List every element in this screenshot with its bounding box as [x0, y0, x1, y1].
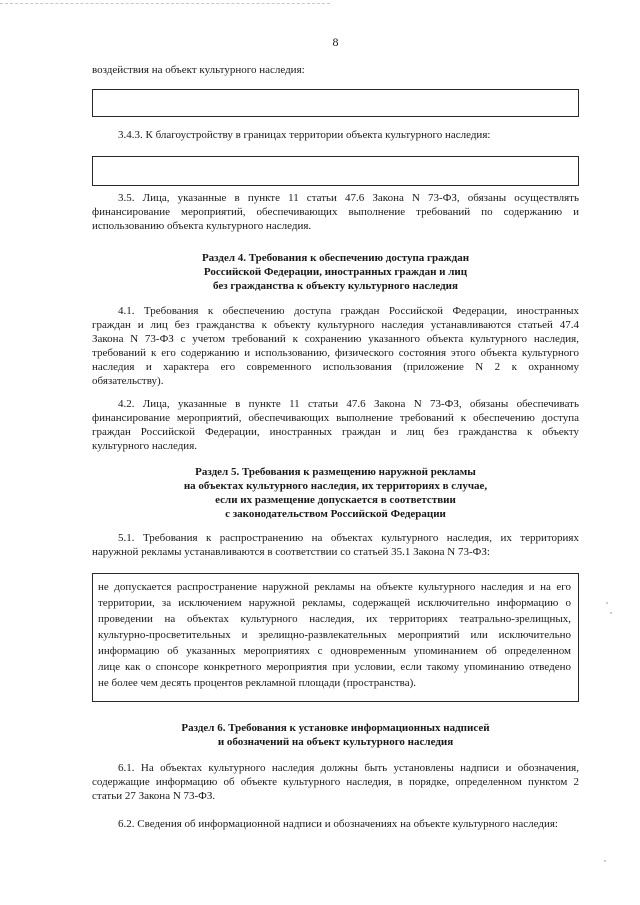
- text-line: 6.2. Сведения об информационной надписи и обозначениях на объекте культурного наследия:: [118, 818, 558, 830]
- text-line: наружной рекламы устанавливаются в соответствии со статьей 35.1 Закона N 73-ФЗ:: [92, 546, 490, 558]
- text-line: воздействия на объект культурного наследия:: [92, 64, 305, 76]
- box-text-line: информацию об указанных мероприятиях с одновременным упоминанием об определенном: [98, 645, 571, 657]
- text-line: 5.1. Требования к распространению на объектах культурного наследия, их территориях: [118, 532, 579, 544]
- page-number: 8: [332, 35, 339, 49]
- scan-speck: [610, 612, 612, 614]
- box-text-line: проведении на объектах культурного наследия, их территориях театрально-зрелищных,: [98, 613, 571, 625]
- section-heading: Раздел 5. Требования к размещению наружной рекламы: [195, 466, 476, 478]
- scan-top-edge: [0, 3, 330, 4]
- box-text-line: лице как о спонсоре конкретного мероприятия при условии, если такому упоминанию отведено: [98, 661, 571, 673]
- section-heading: если их размещение допускается в соответствии: [215, 494, 456, 506]
- section-heading: с законодательством Российской Федерации: [225, 508, 446, 520]
- text-line: 3.5. Лица, указанные в пункте 11 статьи 47.6 Закона N 73-ФЗ, обязаны осуществлять: [118, 192, 579, 204]
- scan-speck: [604, 860, 606, 862]
- text-line: обязательству).: [92, 375, 164, 387]
- empty-field-box: [92, 156, 579, 186]
- section-heading: Раздел 6. Требования к установке информационных надписей: [181, 722, 490, 734]
- scan-speck: [606, 602, 608, 604]
- text-line: 4.1. Требования к обеспечению доступа граждан Российской Федерации, иностранных: [118, 305, 579, 317]
- section-heading: без гражданства к объекту культурного наследия: [213, 280, 458, 292]
- text-line: 3.4.3. К благоустройству в границах территории объекта культурного наследия:: [118, 129, 491, 141]
- text-line: 4.2. Лица, указанные в пункте 11 статьи 47.6 Закона N 73-ФЗ, обязаны обеспечивать: [118, 398, 579, 410]
- box-text-line: не более чем десять процентов рекламной площади (пространства).: [98, 677, 417, 689]
- text-line: наследия и характера его современного использования (приложение N 2 к охранному: [92, 361, 579, 373]
- box-text-line: территории, за исключением наружной рекламы, содержащей исключительно информацию о: [98, 597, 571, 609]
- text-line: граждан и лиц без гражданства к объекту культурного наследия устанавливаются статьей 47.4: [92, 319, 579, 331]
- section-heading: на объектах культурного наследия, их территориях в случае,: [183, 480, 488, 492]
- text-line: статьи 27 Закона N 73-ФЗ.: [92, 790, 216, 802]
- text-line: содержащие информацию об объекте культурного наследия, в порядке, определенном пунктом 2: [92, 776, 579, 788]
- text-line: требований к его содержанию и использованию, физического состояния этого объекта культурного: [92, 347, 579, 359]
- box-text-line: культурно-просветительных и зрелищно-развлекательных мероприятий или исключительно: [98, 629, 571, 641]
- text-line: культурного наследия.: [92, 440, 197, 452]
- text-line: использованию объекта культурного наследия.: [92, 220, 312, 232]
- text-line: финансирование мероприятий, обеспечивающих выполнение требований к обеспечению доступа: [92, 412, 579, 424]
- section-heading: Российской Федерации, иностранных граждан и лиц: [203, 266, 468, 278]
- text-line: финансирование мероприятий, обеспечивающих выполнение требований по содержанию и: [92, 206, 579, 218]
- empty-field-box: [92, 89, 579, 117]
- section-heading: Раздел 4. Требования к обеспечению доступа граждан: [201, 252, 470, 264]
- section-heading: и обозначений на объект культурного наследия: [217, 736, 454, 748]
- text-line: граждан Российской Федерации, иностранных граждан и лиц без гражданства к объекту: [92, 426, 579, 438]
- box-text-line: не допускается распространение наружной рекламы на объекте культурного наследия и на его: [98, 581, 571, 593]
- text-line: Закона N 73-ФЗ с учетом требований к сохранению указанного объекта культурного наследия,: [92, 333, 579, 345]
- quoted-requirement-box: [92, 573, 579, 702]
- text-line: 6.1. На объектах культурного наследия должны быть установлены надписи и обозначения,: [118, 762, 579, 774]
